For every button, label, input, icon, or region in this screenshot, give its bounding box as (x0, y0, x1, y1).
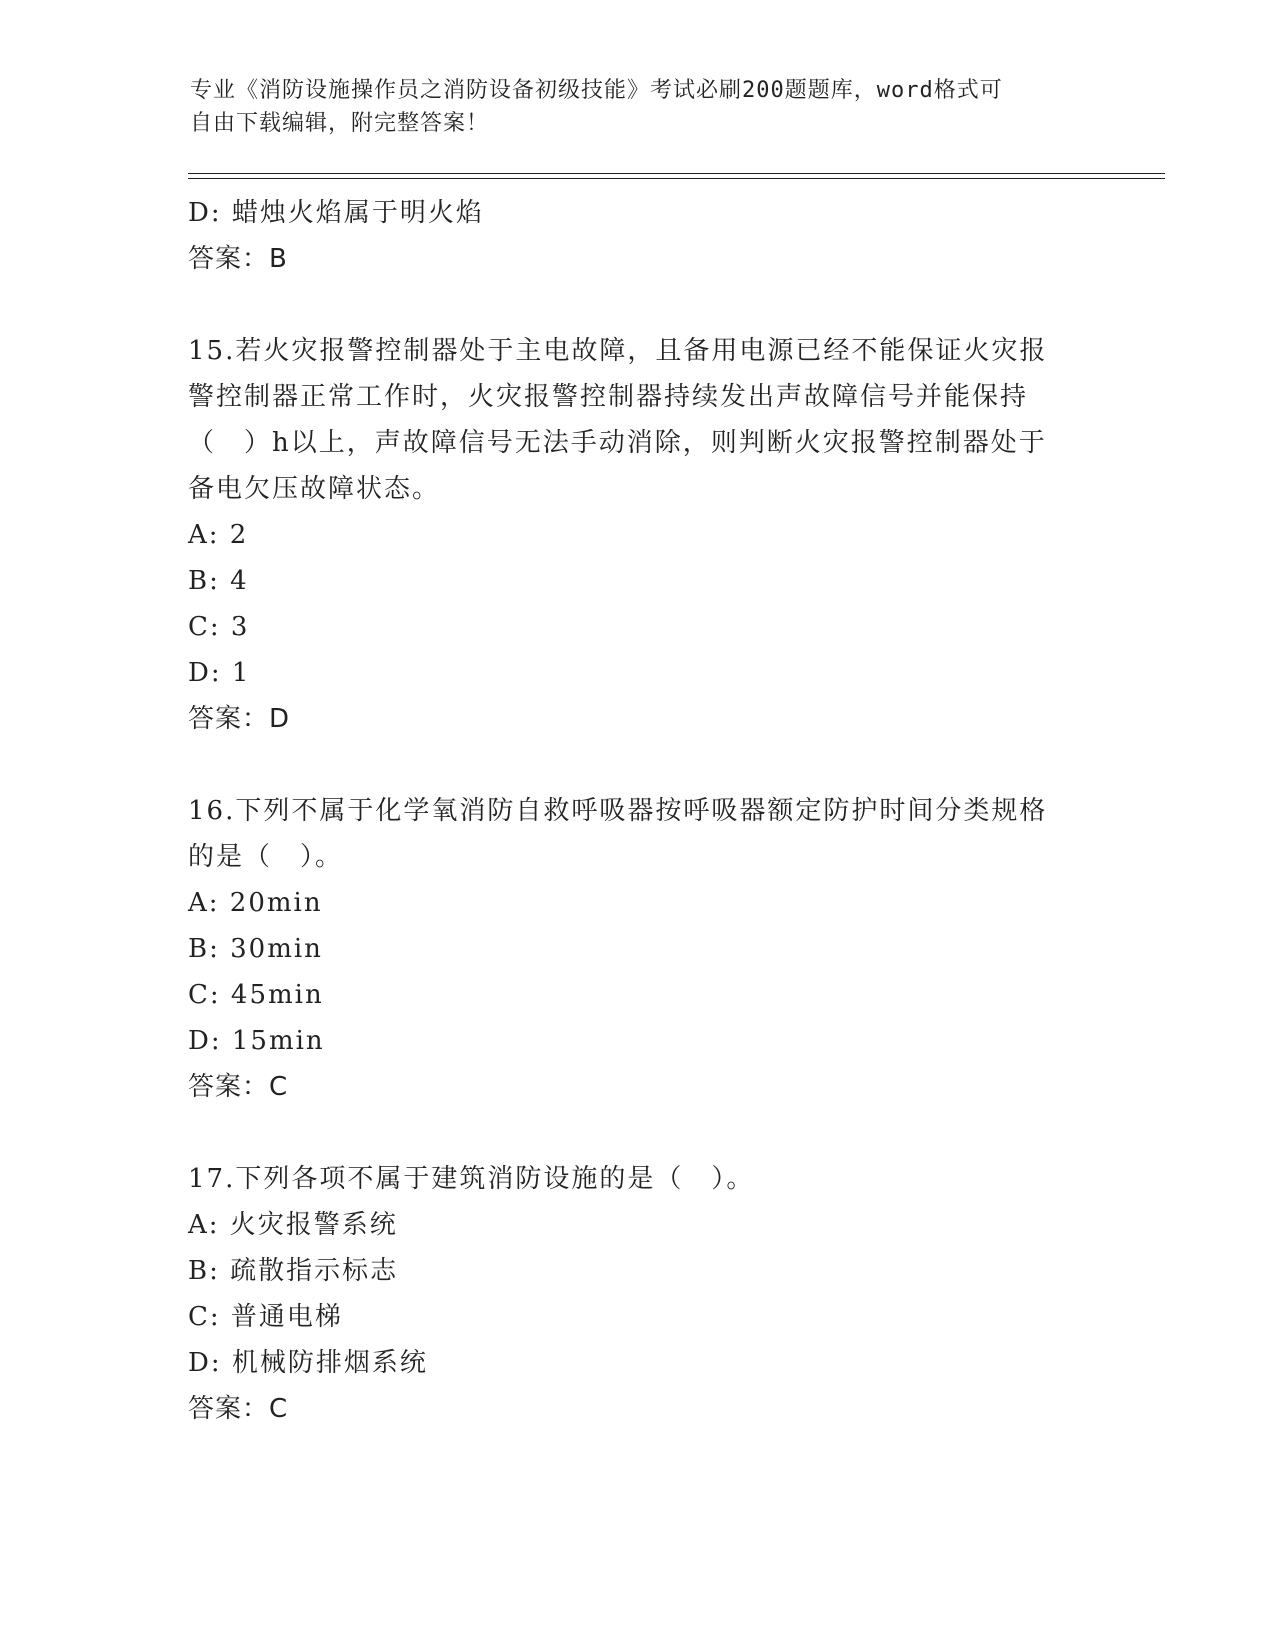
option-d: D: 蜡烛火焰属于明火焰 (188, 198, 484, 228)
option-a: A: 火灾报警系统 (188, 1210, 398, 1240)
header-line-1: 专业《消防设施操作员之消防设备初级技能》考试必刷200题题库，word格式可 (190, 78, 1003, 103)
option-b: B: 疏散指示标志 (188, 1256, 399, 1286)
option-a: A: 20min (188, 888, 323, 918)
question-text-line: 15.若火灾报警控制器处于主电故障，且备用电源已经不能保证火灾报 (188, 336, 1048, 366)
document-header (190, 74, 1090, 140)
option-d: D: 机械防排烟系统 (188, 1348, 428, 1378)
question-text-line: （ ）h以上，声故障信号无法手动消除，则判断火灾报警控制器处于 (188, 428, 1047, 458)
spacer (188, 1110, 1108, 1156)
question-15 (188, 328, 1088, 742)
previous-question-tail (188, 190, 1108, 282)
option-b: B: 4 (188, 566, 249, 596)
question-list (188, 190, 1108, 1432)
answer-line: 答案：C (188, 1394, 289, 1424)
header-divider-top (188, 173, 1165, 174)
question-text-line: 备电欠压故障状态。 (188, 474, 441, 504)
option-c: C: 3 (188, 612, 250, 642)
question-text-line: 的是（ ）。 (188, 842, 344, 872)
answer-line: 答案：C (188, 1072, 289, 1102)
answer-line: 答案：D (188, 704, 291, 734)
option-c: C: 普通电梯 (188, 1302, 343, 1332)
spacer (188, 282, 1108, 328)
question-text-line: 16.下列不属于化学氧消防自救呼吸器按呼吸器额定防护时间分类规格 (188, 796, 1048, 826)
question-16 (188, 788, 1088, 1110)
option-d: D: 15min (188, 1026, 325, 1056)
option-c: C: 45min (188, 980, 324, 1010)
question-text-line: 警控制器正常工作时，火灾报警控制器持续发出声故障信号并能保持 (188, 382, 1029, 412)
option-b: B: 30min (188, 934, 323, 964)
header-line-2: 自由下载编辑，附完整答案！ (190, 111, 490, 136)
answer-line: 答案：B (188, 244, 288, 274)
header-divider-bottom (188, 178, 1165, 179)
spacer (188, 742, 1108, 788)
option-a: A: 2 (188, 520, 249, 550)
question-17 (188, 1156, 1088, 1432)
option-d: D: 1 (188, 658, 251, 688)
question-text-line: 17.下列各项不属于建筑消防设施的是（ ）。 (188, 1164, 755, 1194)
